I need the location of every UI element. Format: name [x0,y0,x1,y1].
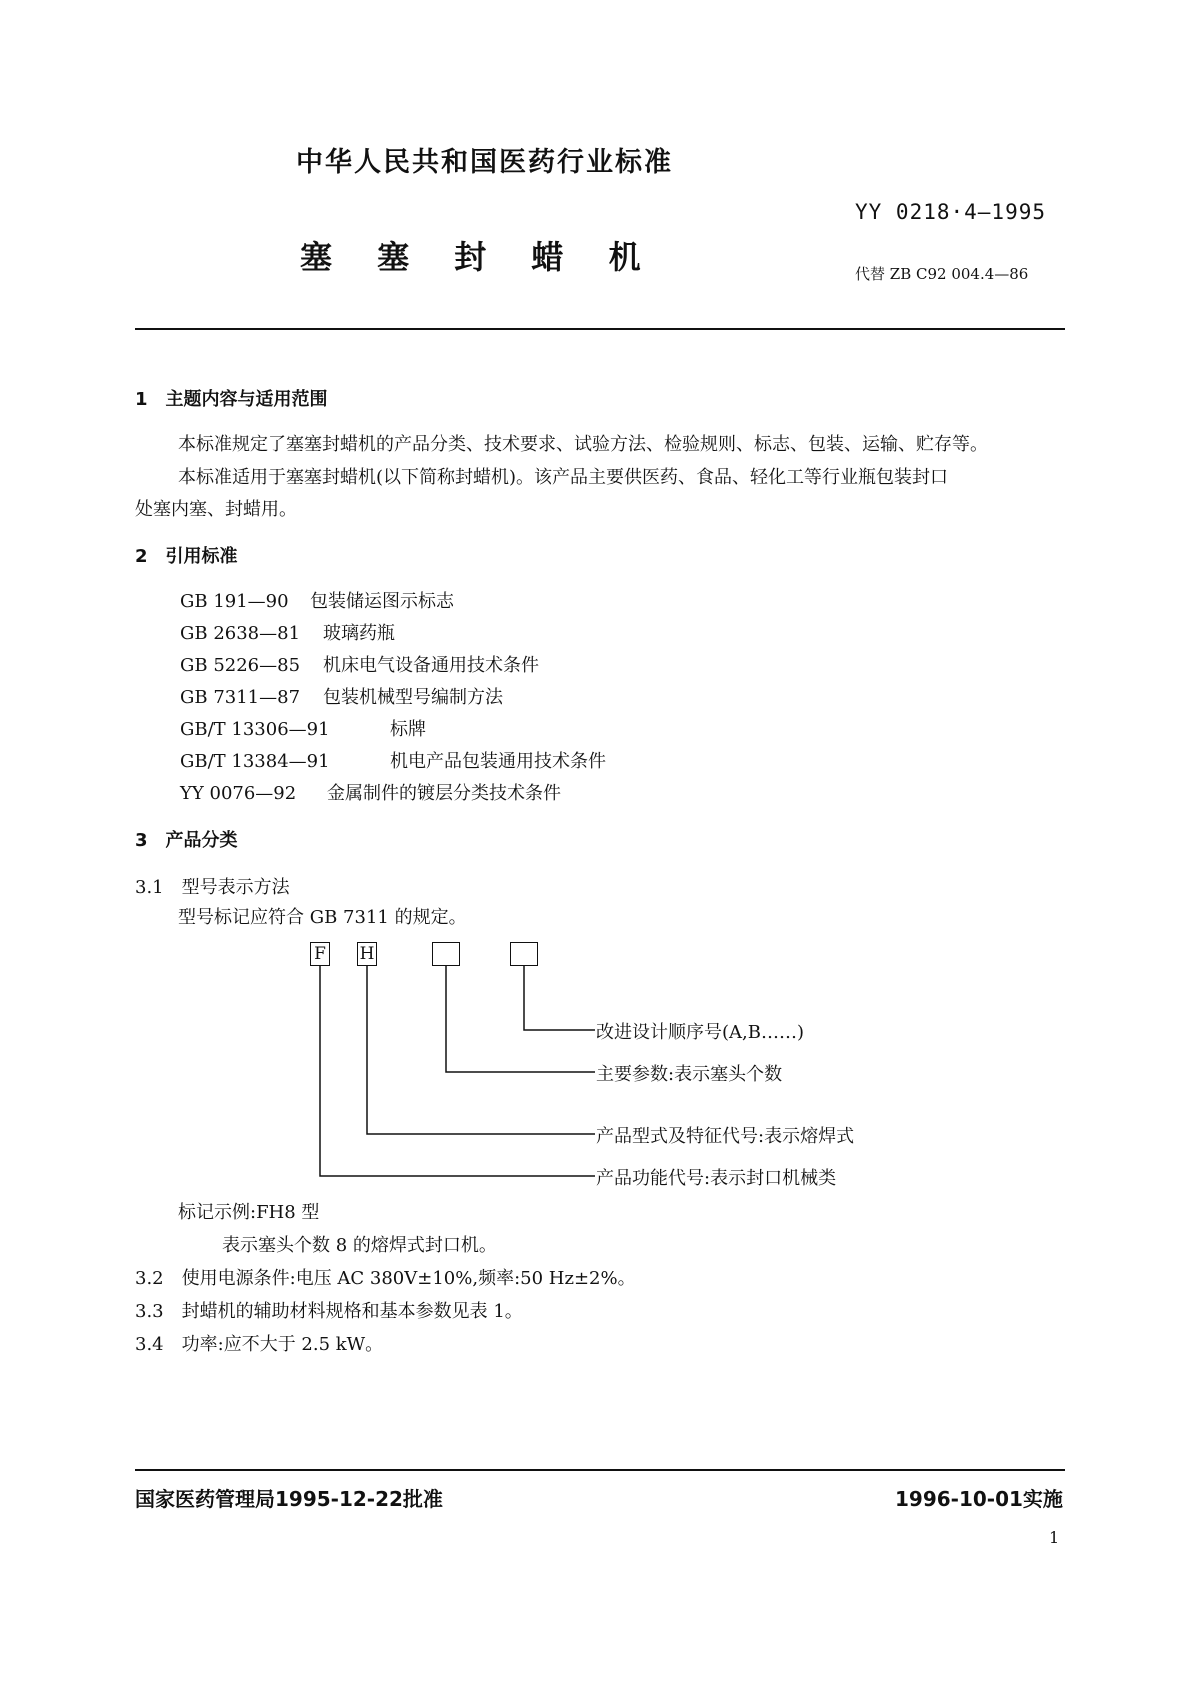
model-label-function-code: 产品功能代号:表示封口机械类 [596,1168,837,1189]
section-3-2: 3.2 使用电源条件:电压 AC 380V±10%,频率:50 Hz±2%。 [135,1268,636,1289]
approval-line: 国家医药管理局1995-12-22批准 [135,1487,443,1511]
model-box-function-code: F [310,942,330,966]
reference-code: YY 0076—92 [180,783,297,804]
section-3-4: 3.4 功率:应不大于 2.5 kW。 [135,1334,384,1355]
section-1-paragraph-1: 本标准规定了塞塞封蜡机的产品分类、技术要求、试验方法、检验规则、标志、包装、运输、贮存等。 [178,434,988,455]
document-title: 塞 塞 封 蜡 机 [300,238,645,276]
marking-example-label: 标记示例:FH8 型 [178,1202,320,1223]
model-box-main-parameter [432,942,460,966]
reference-item [180,651,539,677]
reference-item [180,587,454,613]
reference-code: GB 5226—85 [180,655,301,676]
org-title: 中华人民共和国医药行业标准 [296,147,673,178]
model-box-type-code: H [357,942,377,966]
page-number: 1 [1049,1528,1060,1547]
reference-title: 包装储运图示标志 [310,591,454,612]
effective-date-line: 1996-10-01实施 [895,1487,1063,1511]
section-1-paragraph-2-line-1: 本标准适用于塞塞封蜡机(以下简称封蜡机)。该产品主要供医药、食品、轻化工等行业瓶包装封口 [178,467,949,488]
model-label-type-code: 产品型式及特征代号:表示熔焊式 [596,1126,855,1147]
model-label-main-parameter: 主要参数:表示塞头个数 [596,1064,783,1085]
reference-title: 机电产品包装通用技术条件 [390,751,606,772]
replaces-standard: 代替 ZB C92 004.4—86 [855,265,1029,283]
section-1-heading: 1 主题内容与适用范围 [135,389,328,410]
model-label-design-sequence: 改进设计顺序号(A,B……) [596,1022,804,1043]
section-3-1-text: 型号标记应符合 GB 7311 的规定。 [178,907,467,928]
section-3-1-heading: 3.1 型号表示方法 [135,877,290,898]
model-box-design-sequence [510,942,538,966]
header-divider [135,328,1065,330]
reference-title: 机床电气设备通用技术条件 [323,655,539,676]
reference-item [180,779,561,805]
reference-item [180,747,606,773]
reference-title: 标牌 [390,719,426,740]
reference-item [180,715,426,741]
section-2-heading: 2 引用标准 [135,546,238,567]
reference-code: GB/T 13384—91 [180,751,330,772]
reference-code: GB/T 13306—91 [180,719,330,740]
section-3-heading: 3 产品分类 [135,830,238,851]
section-3-3: 3.3 封蜡机的辅助材料规格和基本参数见表 1。 [135,1301,523,1322]
marking-example-text: 表示塞头个数 8 的熔焊式封口机。 [222,1235,497,1256]
reference-title: 金属制件的镀层分类技术条件 [327,783,561,804]
reference-code: GB 2638—81 [180,623,301,644]
section-1-paragraph-2-line-2: 处塞内塞、封蜡用。 [135,499,297,520]
reference-code: GB 7311—87 [180,687,301,708]
reference-item [180,619,395,645]
standard-number: YY 0218·4—1995 [855,200,1047,224]
reference-code: GB 191—90 [180,591,289,612]
reference-title: 包装机械型号编制方法 [323,687,503,708]
reference-title: 玻璃药瓶 [323,623,395,644]
footer-divider [135,1469,1065,1471]
reference-item [180,683,503,709]
